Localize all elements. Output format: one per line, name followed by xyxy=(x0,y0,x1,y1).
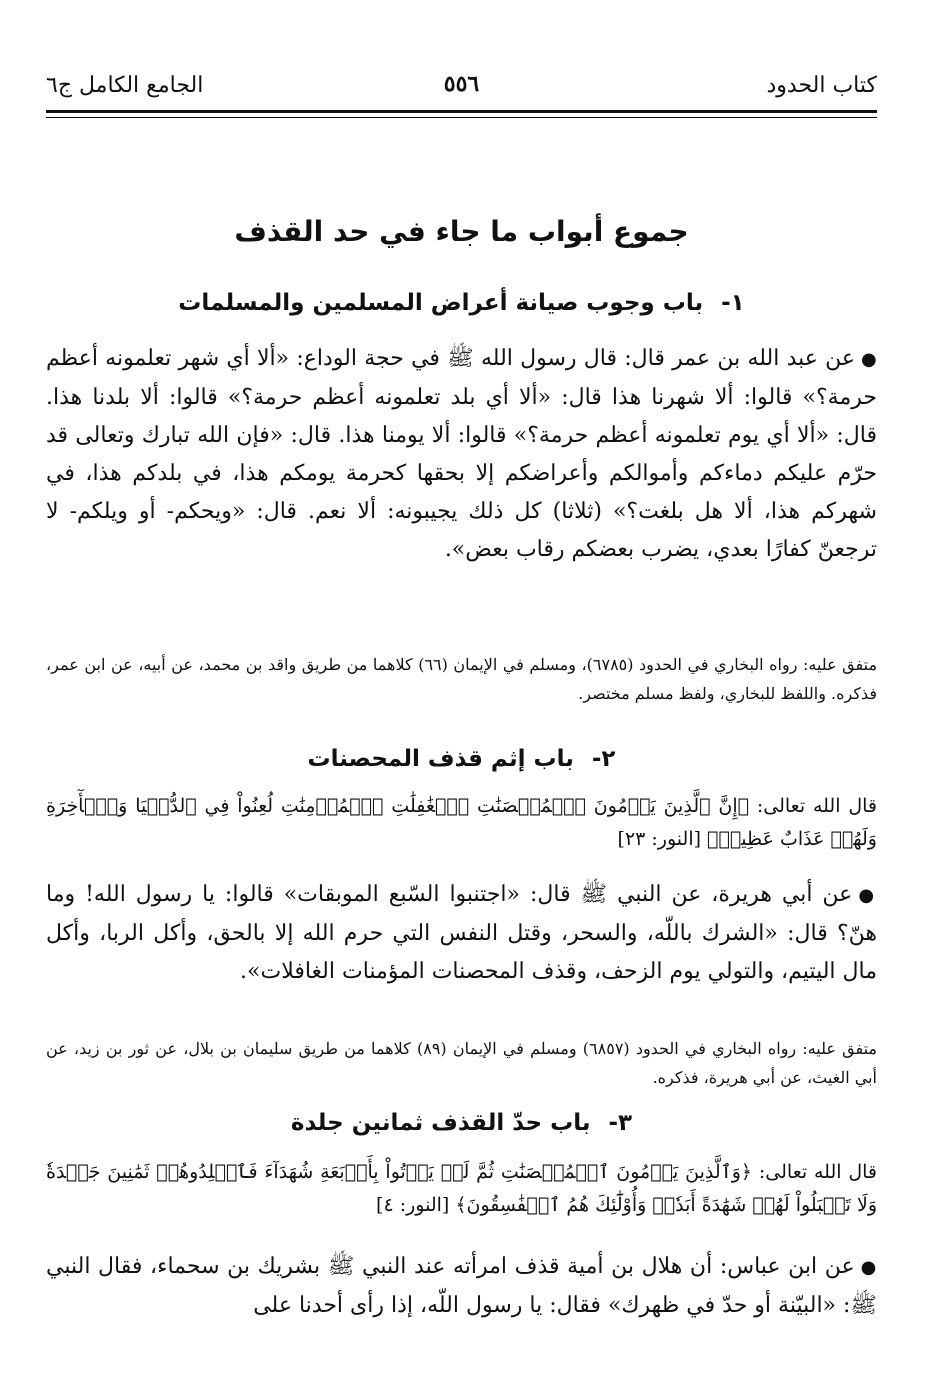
section-number: ١- xyxy=(721,290,745,316)
hadith-text: عن عبد الله بن عمر قال: قال رسول الله ﷺ في حجة الوداع: «ألا أي شهر تعلمونه أعظم حرمة؟» قالوا: ألا شهرنا هذا قال: «ألا أي بلد تعلمونه أعظم حرمة؟» قالوا: ألا بلدنا هذا. قال: «ألا أي يوم تعلمونه أعظم حرمة؟» قالوا: ألا يومنا هذا. قال: «فإن الله تبارك وتعالى قد حرّم عليكم دماءكم وأموالكم وأعراضكم إلا بحقها كحرمة يومكم هذا، في بلدكم هذا، في شهركم هذا، ألا هل بلغت؟» (ثلاثا) كل ذلك يجيبونه: ألا نعم. قال: «ويحكم- أو ويلكم- لا ترجعنّ كفارًا بعدي، يضرب بعضكم رقاب بعض». xyxy=(46,346,877,562)
section-heading-1 xyxy=(46,286,877,320)
quran-verse-2: قال الله تعالى: ﴿وَٱلَّذِينَ يَرۡمُونَ ٱلۡمُحۡصَنَٰتِ ثُمَّ لَمۡ يَأۡتُواْ بِأَرۡبَعَةِ شُهَدَآءَ فَٱجۡلِدُوهُمۡ ثَمَٰنِينَ جَلۡدَةٗ وَلَا تَقۡبَلُواْ لَهُمۡ شَهَٰدَةً أَبَدٗاۚ وَأُوْلَٰٓئِكَ هُمُ ٱلۡفَٰسِقُونَ﴾ [النور: ٤] xyxy=(46,1161,877,1216)
book-section-title: كتاب الحدود xyxy=(766,73,877,98)
hadith-text: عن ابن عباس: أن هلال بن أمية قذف امرأته عند النبي ﷺ بشريك بن سحماء، فقال النبي ﷺ: «البيّنة أو حدّ في ظهرك» فقال: يا رسول اللّه، إذا رأى أحدنا على xyxy=(46,1254,877,1318)
hadith-paragraph-3 xyxy=(46,1248,877,1325)
section-number: ٣- xyxy=(608,1110,633,1136)
book-volume-title: الجامع الكامل ج٦ xyxy=(46,73,204,98)
section-heading-3 xyxy=(46,1106,877,1140)
hadith-paragraph-1 xyxy=(46,340,877,569)
hadith-paragraph-2 xyxy=(46,876,877,991)
bullet-icon: ● xyxy=(860,1257,877,1278)
section-title: باب إثم قذف المحصنات xyxy=(307,746,574,772)
chapter-title: جموع أبواب ما جاء في حد القذف xyxy=(234,215,689,248)
section-number: ٢- xyxy=(591,746,616,772)
running-header xyxy=(46,68,877,112)
hadith-text: عن أبي هريرة، عن النبي ﷺ قال: «اجتنبوا السّبع الموبقات» قالوا: يا رسول الله! وما هنّ؟ قال: «الشرك باللّه، والسحر، وقتل النفس التي حرم الله إلا بالحق، وأكل الربا، وأكل مال اليتيم، والتولي يوم الزحف، وقذف المحصنات المؤمنات الغافلات». xyxy=(46,882,877,984)
bullet-icon: ● xyxy=(858,885,877,906)
quran-verse-1: قال الله تعالى: ﴿إِنَّ ٱلَّذِينَ يَرۡمُونَ ٱلۡمُحۡصَنَٰتِ ٱلۡغَٰفِلَٰتِ ٱلۡمُؤۡمِنَٰتِ لُعِنُواْ فِي ٱلدُّنۡيَا وَٱلۡأٓخِرَةِ وَلَهُمۡ عَذَابٌ عَظِيمٞ﴾ [النور: ٢٣] xyxy=(46,795,877,850)
header-rule-thin xyxy=(46,117,877,118)
section-heading-2 xyxy=(46,742,877,776)
page-number: ٥٥٦ xyxy=(443,71,480,97)
bullet-icon: ● xyxy=(861,349,877,370)
section-title: باب حدّ القذف ثمانين جلدة xyxy=(290,1110,591,1136)
header-rule-thick xyxy=(46,110,877,113)
hadith-takhrij-note-2: متفق عليه: رواه البخاري في الحدود (٦٨٥٧) ومسلم في الإيمان (٨٩) كلاهما من طريق سليمان بن بلال، عن ثور بن زيد، عن أبي الغيث، عن أبي هريرة، فذكره. xyxy=(46,1039,877,1087)
hadith-takhrij-note-1: متفق عليه: رواه البخاري في الحدود (٦٧٨٥)، ومسلم في الإيمان (٦٦) كلاهما من طريق واقد بن محمد، عن أبيه، عن ابن عمر، فذكره. واللفظ للبخاري، ولفظ مسلم مختصر. xyxy=(46,655,878,703)
section-title: باب وجوب صيانة أعراض المسلمين والمسلمات xyxy=(178,290,704,316)
book-page xyxy=(46,0,877,1375)
